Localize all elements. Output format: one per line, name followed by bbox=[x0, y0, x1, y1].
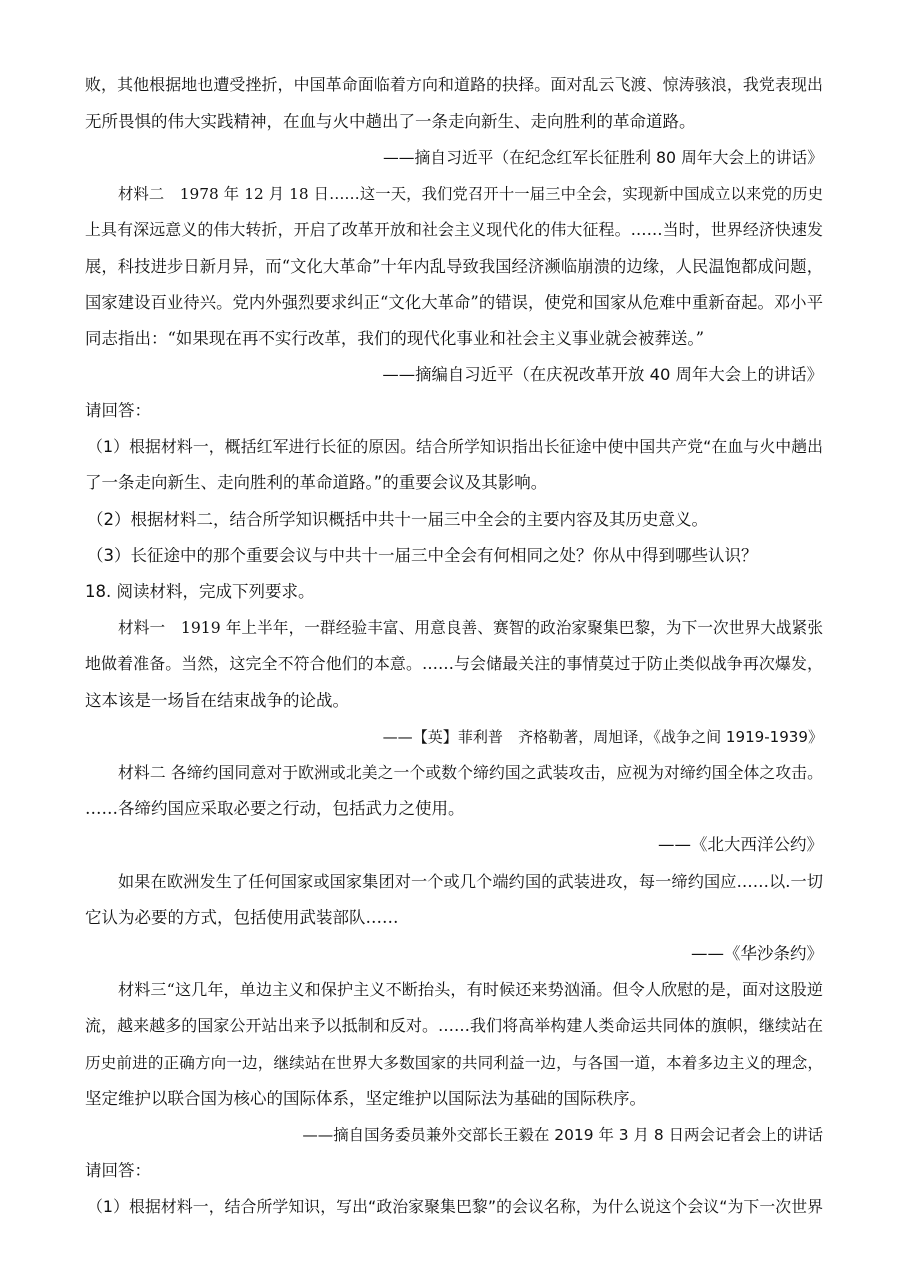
paragraph-line: 材料一 1919 年上半年，一群经验丰富、用意良善、赛智的政治家聚集巴黎，为下一次世界大战紧张 bbox=[118, 618, 823, 637]
question-line: 了一条走向新生、走向胜利的革命道路。”的重要会议及其影响。 bbox=[85, 473, 548, 492]
question-line: （2）根据材料二，结合所学知识概括中共十一届三中全会的主要内容及其历史意义。 bbox=[87, 510, 708, 529]
source-citation: ——《北大西洋公约》 bbox=[658, 835, 823, 854]
paragraph-line: 坚定维护以联合国为核心的国际体系，坚定维护以国际法为基础的国际秩序。 bbox=[85, 1089, 646, 1108]
paragraph-line: 这本该是一场旨在结束战争的论战。 bbox=[85, 691, 349, 710]
paragraph-line: 流，越来越多的国家公开站出来予以抵制和反对。……我们将高举构建人类命运共同体的旗帜，继续站在 bbox=[85, 1016, 823, 1035]
question-line: （1）根据材料一，结合所学知识，写出“政治家聚集巴黎”的会议名称，为什么说这个会议“为下一次世界 bbox=[87, 1197, 823, 1216]
paragraph-line: 无所畏惧的伟大实践精神，在血与火中趟出了一条走向新生、走向胜利的革命道路。 bbox=[85, 112, 696, 131]
paragraph-line: 展，科技进步日新月异，而“文化大革命”十年内乱导致我国经济濒临崩溃的边缘，人民温饱都成问题， bbox=[85, 257, 823, 276]
paragraph-line: 材料二 1978 年 12 月 18 日……这一天，我们党召开十一届三中全会，实现新中国成立以来党的历史 bbox=[118, 185, 823, 203]
question-prompt: 请回答： bbox=[85, 1161, 151, 1180]
paragraph-line: 如果在欧洲发生了任何国家或国家集团对一个或几个端约国的武装进攻，每一缔约国应……以.一切 bbox=[118, 872, 823, 891]
question-prompt: 请回答： bbox=[85, 401, 151, 420]
question-heading: 18. 阅读材料，完成下列要求。 bbox=[85, 582, 315, 601]
paragraph-line: 材料二 各缔约国同意对于欧洲或北美之一个或数个缔约国之武装攻击，应视为对缔约国全体之攻击。 bbox=[118, 763, 823, 782]
source-citation: ——《华沙条约》 bbox=[691, 944, 823, 963]
source-citation: ——摘自习近平（在纪念红军长征胜利 80 周年大会上的讲话》 bbox=[383, 148, 823, 167]
paragraph-line: 国家建设百业待兴。党内外强烈要求纠正“文化大革命”的错误，使党和国家从危难中重新奋起。邓小平 bbox=[85, 293, 823, 312]
paragraph-line: 它认为必要的方式，包括使用武装部队…… bbox=[85, 908, 399, 927]
paragraph-line: 同志指出：“如果现在再不实行改革，我们的现代化事业和社会主义事业就会被葬送。” bbox=[85, 329, 705, 348]
source-citation: ——【英】菲利普 齐格勒著，周旭译，《战争之间 1919-1939》 bbox=[382, 728, 823, 746]
paragraph-line: 材料三“这几年，单边主义和保护主义不断抬头，有时候还来势汹涌。但令人欣慰的是，面对这股逆 bbox=[118, 980, 823, 999]
question-line: （1）根据材料一，概括红军进行长征的原因。结合所学知识指出长征途中使中国共产党“在血与火中趟出 bbox=[87, 437, 823, 456]
source-citation: ——摘编自习近平（在庆祝改革开放 40 周年大会上的讲话》 bbox=[382, 365, 823, 384]
question-line: （3）长征途中的那个重要会议与中共十一届三中全会有何相同之处？你从中得到哪些认识？ bbox=[87, 546, 758, 565]
paragraph-line: 地做着准备。当然，这完全不符合他们的本意。……与会储最关注的事情莫过于防止类似战争再次爆发， bbox=[85, 654, 823, 673]
paragraph-line: 败，其他根据地也遭受挫折，中国革命面临着方向和道路的抉择。面对乱云飞渡、惊涛骇浪，我党表现出 bbox=[85, 75, 823, 94]
paragraph-line: ……各缔约国应采取必要之行动，包括武力之使用。 bbox=[85, 799, 465, 818]
paragraph-line: 历史前进的正确方向一边，继续站在世界大多数国家的共同利益一边，与各国一道，本着多边主义的理念， bbox=[85, 1054, 823, 1072]
paragraph-line: 上具有深远意义的伟大转折，开启了改革开放和社会主义现代化的伟大征程。……当时，世界经济快速发 bbox=[85, 220, 823, 239]
source-citation: ——摘自国务委员兼外交部长王毅在 2019 年 3 月 8 日两会记者会上的讲话 bbox=[302, 1126, 823, 1144]
